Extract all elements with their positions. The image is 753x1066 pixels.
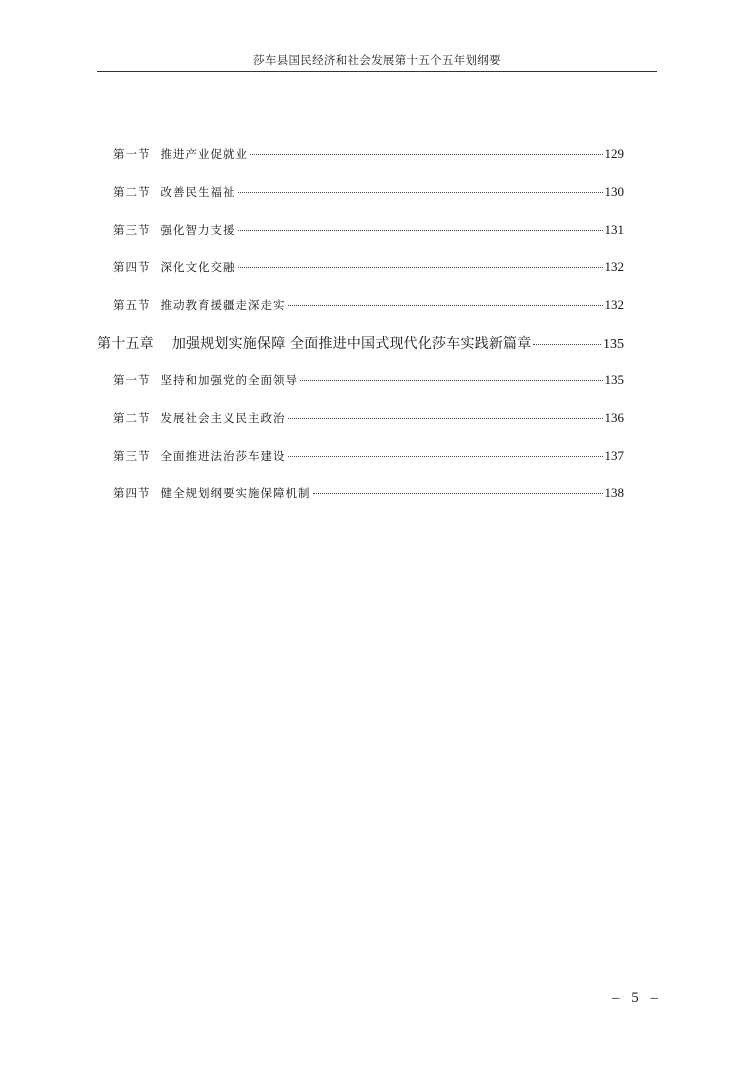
dot-leader <box>533 344 601 345</box>
toc-entry-number: 第四节 <box>113 486 151 500</box>
toc-entry-number: 第五节 <box>113 298 151 312</box>
toc-entry-page: 138 <box>604 485 624 500</box>
toc-chapter-entry[interactable] <box>97 333 624 353</box>
dot-leader <box>288 418 603 419</box>
dot-leader <box>288 305 603 306</box>
toc-entry[interactable] <box>113 184 624 200</box>
toc-entry-title: 全面推进法治莎车建设 <box>160 449 286 463</box>
toc-entry-number: 第一节 <box>113 373 151 387</box>
page-number: – 5 – <box>612 990 662 1006</box>
header-divider <box>97 71 657 72</box>
toc-chapter-page: 135 <box>603 337 624 352</box>
toc-entry[interactable] <box>113 222 624 238</box>
toc-entry-page: 137 <box>604 448 624 463</box>
toc-entry-page: 132 <box>604 297 624 312</box>
toc-entry-number: 第二节 <box>113 185 151 199</box>
toc-entry-title: 推动教育援疆走深走实 <box>160 298 286 312</box>
toc-entry-title: 深化文化交融 <box>160 260 236 274</box>
dot-leader <box>313 493 603 494</box>
toc-entry-title: 健全规划纲要实施保障机制 <box>160 486 311 500</box>
toc-chapter-title: 加强规划实施保障 全面推进中国式现代化莎车实践新篇章 <box>171 336 532 352</box>
dot-leader <box>238 267 603 268</box>
toc-entry[interactable] <box>113 410 624 426</box>
toc-entry-page: 129 <box>604 146 624 161</box>
dot-leader <box>250 154 603 155</box>
toc-entry-title: 坚持和加强党的全面领导 <box>160 373 298 387</box>
toc-entry-page: 130 <box>604 184 624 199</box>
toc-entry-title: 改善民生福祉 <box>160 185 236 199</box>
toc-entry[interactable] <box>113 297 624 313</box>
toc-entry[interactable] <box>113 485 624 501</box>
toc-entry-page: 132 <box>604 259 624 274</box>
toc-entry-title: 推进产业促就业 <box>160 147 248 161</box>
dot-leader <box>238 192 603 193</box>
dot-leader <box>300 380 603 381</box>
toc-entry[interactable] <box>113 146 624 162</box>
toc-entry-number: 第四节 <box>113 260 151 274</box>
toc-entry-page: 135 <box>604 372 624 387</box>
running-header: 莎车县国民经济和社会发展第十五个五年划纲要 <box>253 53 501 67</box>
toc-entry-page: 136 <box>604 410 624 425</box>
dot-leader <box>288 456 603 457</box>
toc-entry-number: 第一节 <box>113 147 151 161</box>
toc-entry-title: 发展社会主义民主政治 <box>160 411 286 425</box>
toc-entry-number: 第三节 <box>113 223 151 237</box>
toc-entry-page: 131 <box>604 222 624 237</box>
dot-leader <box>238 230 603 231</box>
toc-entry[interactable] <box>113 448 624 464</box>
toc-chapter-number: 第十五章 <box>97 336 154 352</box>
toc-entry-number: 第二节 <box>113 411 151 425</box>
toc-entry-number: 第三节 <box>113 449 151 463</box>
toc-entry[interactable] <box>113 372 624 388</box>
toc-entry[interactable] <box>113 259 624 275</box>
toc-entry-title: 强化智力支援 <box>160 223 236 237</box>
